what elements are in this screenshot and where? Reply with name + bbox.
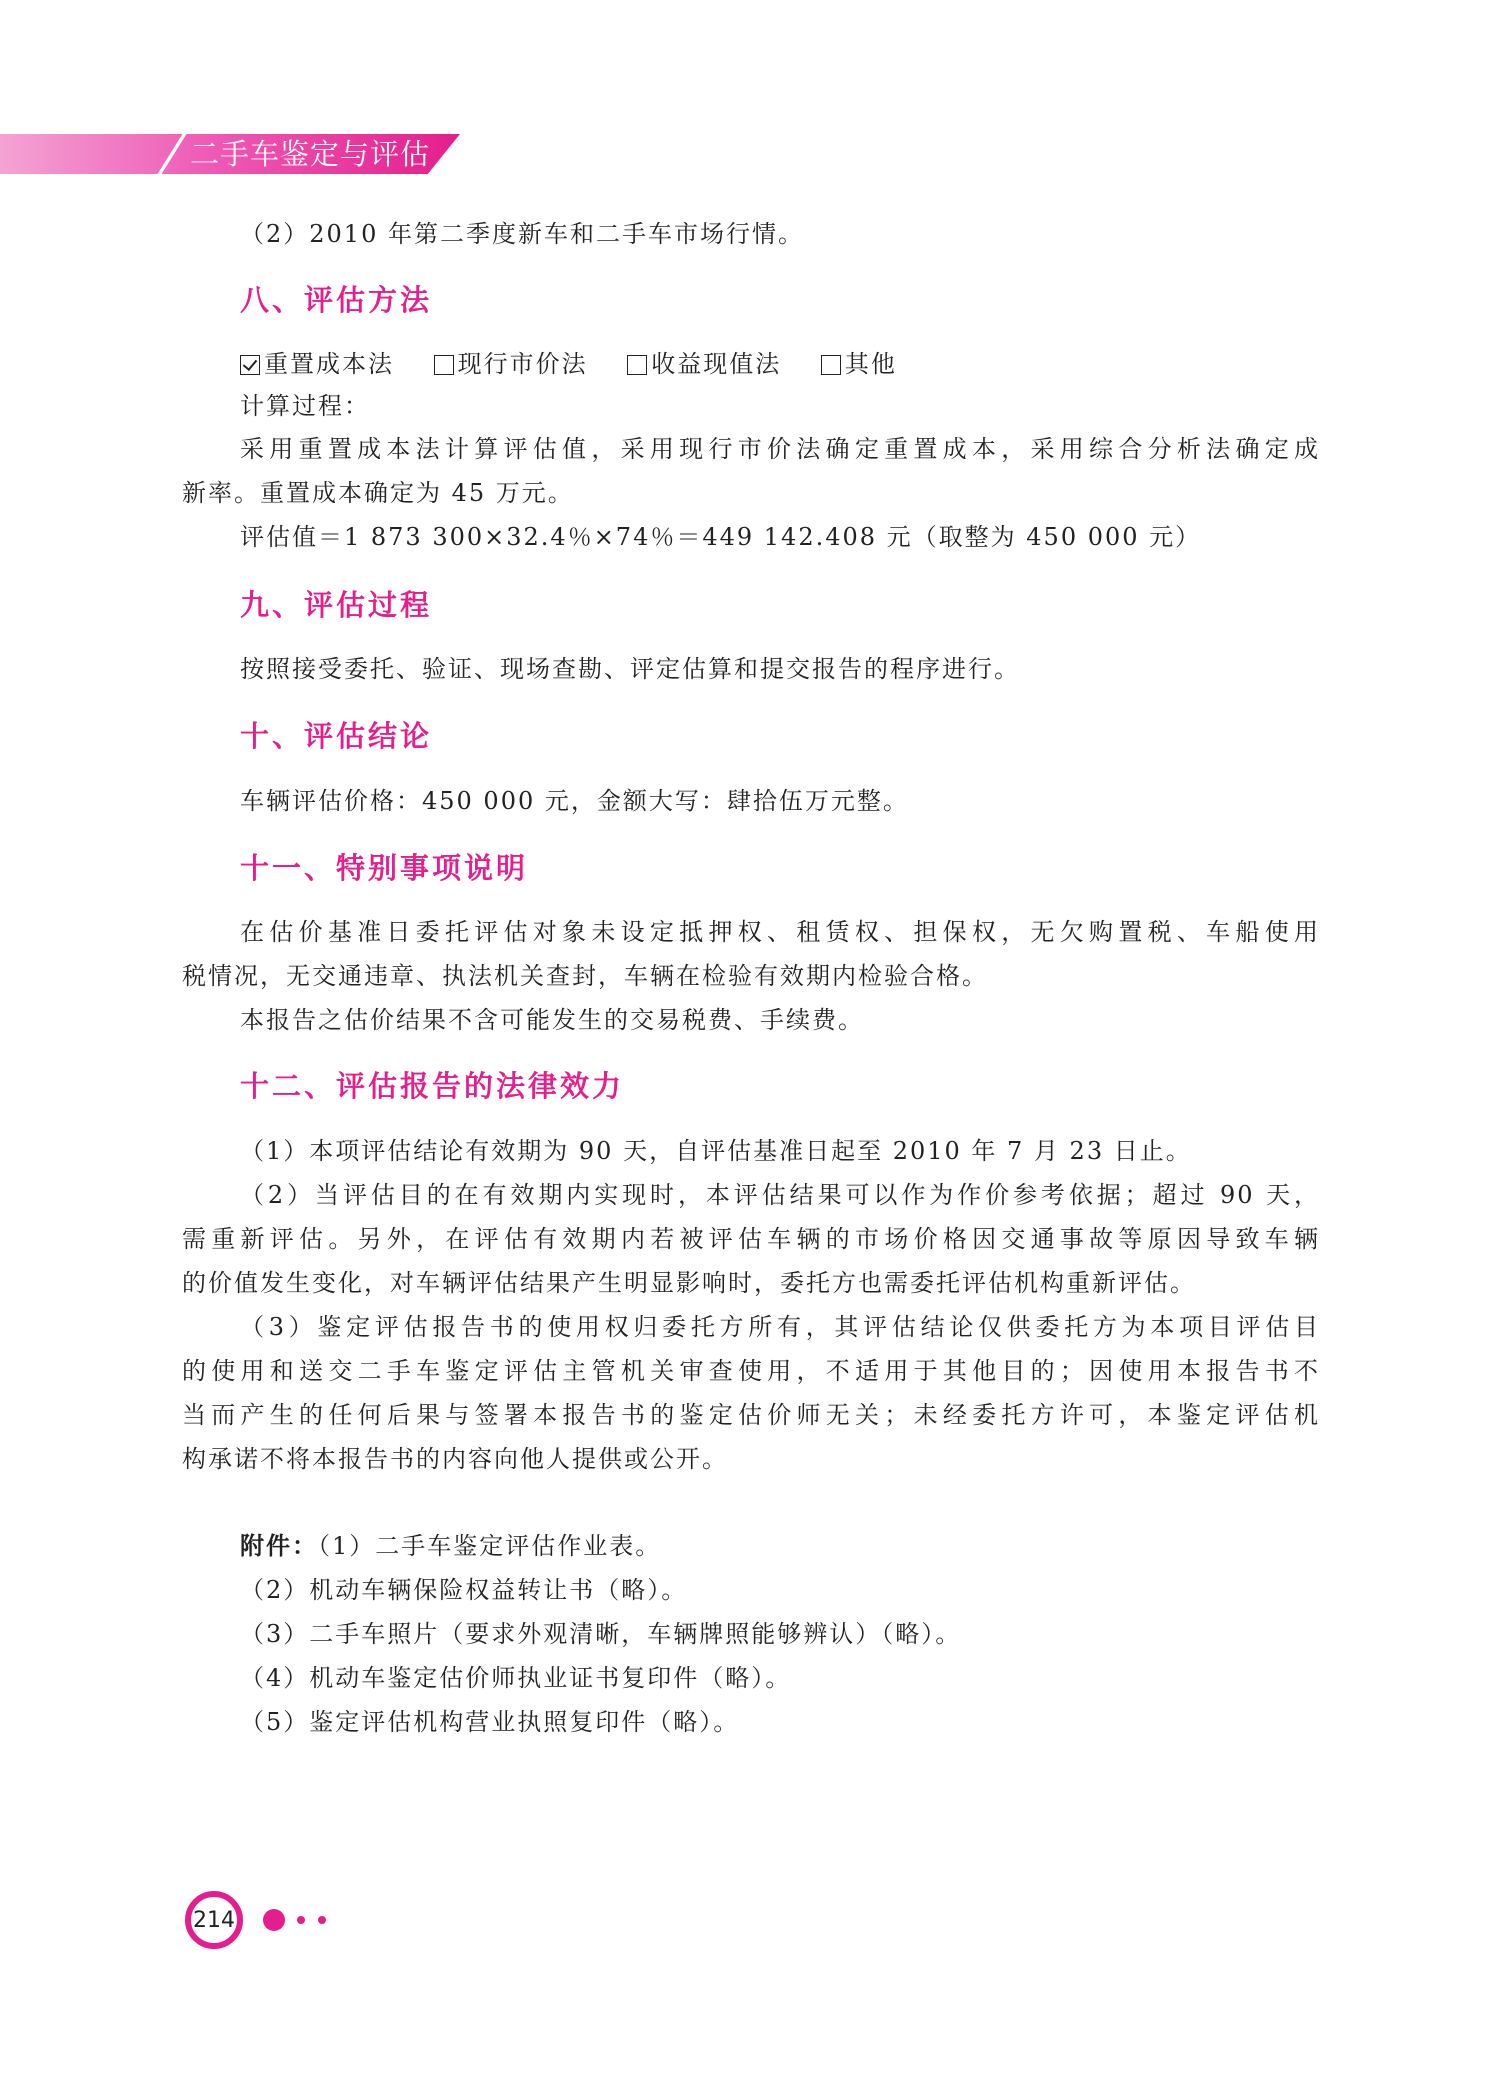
- attachment-item-3: （3）二手车照片（要求外观清晰，车辆牌照能够辨认）（略）。: [240, 1620, 962, 1648]
- calc-paragraph-line-2: 新率。重置成本确定为 45 万元。: [182, 479, 574, 507]
- section-9-heading: 九、评估过程: [240, 588, 433, 622]
- intro-line: （2）2010 年第二季度新车和二手车市场行情。: [240, 220, 804, 248]
- method-options: [240, 348, 927, 380]
- attachments-label: 附件：: [240, 1532, 318, 1560]
- option-label: 重置成本法: [264, 350, 394, 378]
- page-dot-small-icon: [297, 1916, 305, 1924]
- option-other: [821, 348, 897, 380]
- checkbox-empty-icon: [821, 355, 841, 375]
- calc-paragraph-line-1: 采用重置成本法计算评估值，采用现行市价法确定重置成本，采用综合分析法确定成: [240, 435, 1320, 463]
- section-12-item-2-line-2: 需重新评估。另外，在评估有效期内若被评估车辆的市场价格因交通事故等原因导致车辆: [182, 1225, 1320, 1253]
- section-8-heading: 八、评估方法: [240, 283, 433, 317]
- section-10-heading: 十、评估结论: [240, 719, 433, 753]
- header-title: 二手车鉴定与评估: [190, 137, 431, 171]
- attachment-item-2: （2）机动车辆保险权益转让书（略）。: [240, 1576, 688, 1604]
- section-12-item-2-line-3: 的价值发生变化，对车辆评估结果产生明显影响时，委托方也需委托评估机构重新评估。: [182, 1269, 1196, 1297]
- section-12-item-3-line-3: 当而产生的任何后果与签署本报告书的鉴定估价师无关；未经委托方许可，本鉴定评估机: [182, 1401, 1320, 1429]
- attachment-line-1: [240, 1530, 661, 1562]
- checkbox-empty-icon: [434, 355, 454, 375]
- section-12-item-2-line-1: （2）当评估目的在有效期内实现时，本评估结果可以作为作价参考依据；超过 90 天，: [240, 1181, 1320, 1209]
- option-replacement-cost: [240, 348, 394, 380]
- attachment-item-1: （1）二手车鉴定评估作业表。: [318, 1532, 662, 1560]
- section-11-line-1: 在估价基准日委托评估对象未设定抵押权、租赁权、担保权，无欠购置税、车船使用: [240, 918, 1320, 946]
- section-9-text: 按照接受委托、验证、现场查勘、评定估算和提交报告的程序进行。: [240, 655, 1020, 683]
- section-10-text: 车辆评估价格：450 000 元，金额大写：肆拾伍万元整。: [240, 787, 909, 815]
- formula-line: 评估值＝1 873 300×32.4％×74％＝449 142.408 元（取整为 450 000 元）: [240, 523, 1202, 551]
- page-dot-small-icon: [318, 1916, 326, 1924]
- attachment-item-4: （4）机动车鉴定估价师执业证书复印件（略）。: [240, 1664, 792, 1692]
- option-label: 收益现值法: [651, 350, 782, 378]
- section-12-item-1: （1）本项评估结论有效期为 90 天，自评估基准日起至 2010 年 7 月 23 日止。: [240, 1137, 1192, 1165]
- calc-label: 计算过程：: [240, 392, 370, 420]
- section-11-line-3: 本报告之估价结果不含可能发生的交易税费、手续费。: [240, 1006, 864, 1034]
- checkbox-checked-icon: [240, 355, 260, 375]
- attachment-item-5: （5）鉴定评估机构营业执照复印件（略）。: [240, 1708, 740, 1736]
- checkbox-empty-icon: [627, 355, 647, 375]
- section-12-item-3-line-2: 的使用和送交二手车鉴定评估主管机关审查使用，不适用于其他目的；因使用本报告书不: [182, 1357, 1320, 1385]
- option-label: 现行市价法: [457, 350, 588, 378]
- option-income-value: [627, 348, 781, 380]
- option-market-price: [434, 348, 588, 380]
- page-number: 214: [185, 1891, 243, 1949]
- page-dot-large-icon: [263, 1909, 285, 1931]
- section-11-line-2: 税情况，无交通违章、执法机关查封，车辆在检验有效期内检验合格。: [182, 962, 988, 990]
- section-12-heading: 十二、评估报告的法律效力: [240, 1069, 625, 1103]
- section-12-item-3-line-4: 构承诺不将本报告书的内容向他人提供或公开。: [182, 1445, 728, 1473]
- section-12-item-3-line-1: （3）鉴定评估报告书的使用权归委托方所有，其评估结论仅供委托方为本项目评估目: [240, 1313, 1320, 1341]
- section-11-heading: 十一、特别事项说明: [240, 851, 529, 885]
- option-label: 其他: [844, 350, 897, 378]
